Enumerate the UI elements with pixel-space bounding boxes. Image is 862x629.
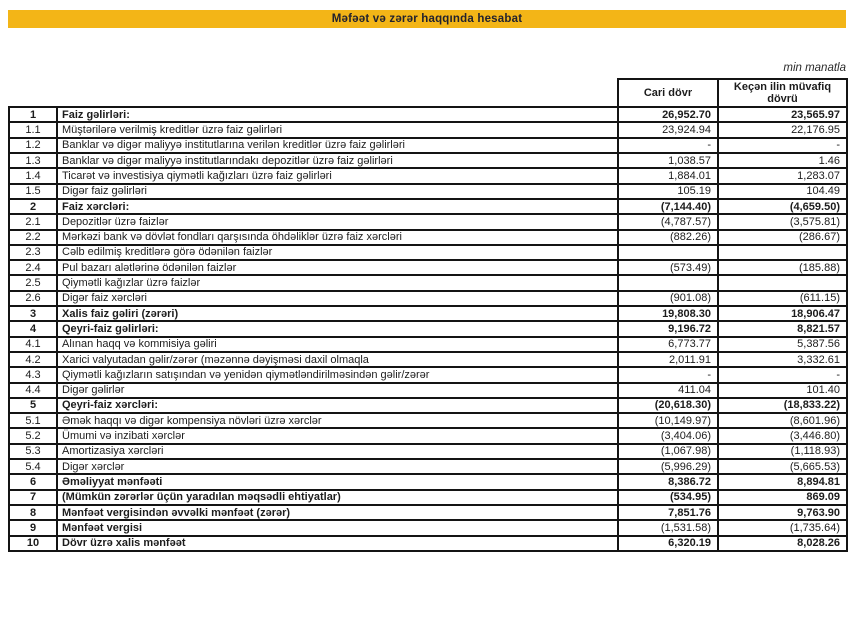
row-value-previous: 1.46 <box>718 153 847 168</box>
row-value-current: 6,320.19 <box>618 536 718 551</box>
row-value-previous: (3,575.81) <box>718 214 847 229</box>
row-number: 10 <box>9 536 57 551</box>
table-row <box>9 214 847 229</box>
row-label: (Mümkün zərərlər üçün yaradılan məqsədli ehtiyatlar) <box>57 490 618 505</box>
table-row <box>9 337 847 352</box>
row-number: 2.6 <box>9 291 57 306</box>
row-number: 5.2 <box>9 428 57 443</box>
row-value-previous <box>718 245 847 260</box>
row-label: Amortizasiya xərcləri <box>57 444 618 459</box>
row-label: Qiymətli kağızların satışından və yenidən qiymətləndirilməsindən gəlir/zərər <box>57 367 618 382</box>
row-value-previous: (611.15) <box>718 291 847 306</box>
profit-loss-table <box>8 78 848 552</box>
table-row <box>9 230 847 245</box>
table-row <box>9 107 847 122</box>
row-label: Depozitlər üzrə faizlər <box>57 214 618 229</box>
row-value-current: (4,787.57) <box>618 214 718 229</box>
row-number: 2.4 <box>9 260 57 275</box>
row-value-previous: 5,387.56 <box>718 337 847 352</box>
row-value-previous: 8,821.57 <box>718 321 847 336</box>
row-value-current: 6,773.77 <box>618 337 718 352</box>
row-number: 2 <box>9 199 57 214</box>
page-title: Məfəət və zərər haqqında hesabat <box>331 13 523 25</box>
column-header-previous: Keçən ilin müvafiq dövrü <box>718 79 847 107</box>
row-label: Əməliyyat mənfəəti <box>57 474 618 489</box>
row-value-previous: 869.09 <box>718 490 847 505</box>
row-value-previous: (185.88) <box>718 260 847 275</box>
table-row <box>9 168 847 183</box>
row-label: Qiymətli kağızlar üzrə faizlər <box>57 275 618 290</box>
table-row <box>9 260 847 275</box>
row-number: 4.3 <box>9 367 57 382</box>
row-number: 2.3 <box>9 245 57 260</box>
row-number: 4.2 <box>9 352 57 367</box>
row-label: Alınan haqq və kommisiya gəliri <box>57 337 618 352</box>
row-value-previous: (5,665.53) <box>718 459 847 474</box>
row-label: Digər gəlirlər <box>57 383 618 398</box>
row-value-previous: (4,659.50) <box>718 199 847 214</box>
row-label: Banklar və digər maliyyə institutlarına verilən kreditlər üzrə faiz gəlirləri <box>57 138 618 153</box>
row-number: 1.2 <box>9 138 57 153</box>
row-value-previous: 104.49 <box>718 184 847 199</box>
row-value-current: (1,067.98) <box>618 444 718 459</box>
row-number: 1.5 <box>9 184 57 199</box>
table-row <box>9 520 847 535</box>
row-value-previous: 101.40 <box>718 383 847 398</box>
row-value-previous: 8,894.81 <box>718 474 847 489</box>
row-value-current: (901.08) <box>618 291 718 306</box>
row-label: Ticarət və investisiya qiymətli kağızları üzrə faiz gəlirləri <box>57 168 618 183</box>
row-number: 1.1 <box>9 122 57 137</box>
row-value-current: - <box>618 367 718 382</box>
row-value-previous: (18,833.22) <box>718 398 847 413</box>
row-value-previous: 18,906.47 <box>718 306 847 321</box>
row-value-current: 1,038.57 <box>618 153 718 168</box>
row-value-current: 411.04 <box>618 383 718 398</box>
row-label: Digər xərclər <box>57 459 618 474</box>
row-value-previous: 23,565.97 <box>718 107 847 122</box>
table-row <box>9 275 847 290</box>
row-number: 5.4 <box>9 459 57 474</box>
row-number: 4.1 <box>9 337 57 352</box>
row-value-current: (20,618.30) <box>618 398 718 413</box>
row-value-previous: 9,763.90 <box>718 505 847 520</box>
row-label: Dövr üzrə xalis mənfəət <box>57 536 618 551</box>
row-number: 4 <box>9 321 57 336</box>
table-row <box>9 413 847 428</box>
row-label: Faiz gəlirləri: <box>57 107 618 122</box>
row-number: 9 <box>9 520 57 535</box>
row-value-current <box>618 245 718 260</box>
report-title-bar <box>8 10 846 28</box>
table-row <box>9 505 847 520</box>
row-value-previous: 1,283.07 <box>718 168 847 183</box>
row-number: 1.3 <box>9 153 57 168</box>
row-value-previous <box>718 275 847 290</box>
row-value-current: 23,924.94 <box>618 122 718 137</box>
row-value-current: (573.49) <box>618 260 718 275</box>
row-value-current: (1,531.58) <box>618 520 718 535</box>
row-value-current: 7,851.76 <box>618 505 718 520</box>
row-number: 7 <box>9 490 57 505</box>
row-number: 1 <box>9 107 57 122</box>
table-row <box>9 398 847 413</box>
row-value-current: (534.95) <box>618 490 718 505</box>
row-value-current: 26,952.70 <box>618 107 718 122</box>
table-row <box>9 352 847 367</box>
row-value-previous: (286.67) <box>718 230 847 245</box>
report-table-body <box>9 107 847 551</box>
row-label: Ümumi və inzibati xərclər <box>57 428 618 443</box>
table-row <box>9 428 847 443</box>
row-label: Qeyri-faiz xərcləri: <box>57 398 618 413</box>
table-row <box>9 490 847 505</box>
row-value-current: 9,196.72 <box>618 321 718 336</box>
row-label: Faiz xərcləri: <box>57 199 618 214</box>
row-label: Banklar və digər maliyyə institutlarındakı depozitlər üzrə faiz gəlirləri <box>57 153 618 168</box>
table-row <box>9 153 847 168</box>
table-row <box>9 459 847 474</box>
table-row <box>9 138 847 153</box>
row-value-current: 1,884.01 <box>618 168 718 183</box>
row-number: 5.3 <box>9 444 57 459</box>
row-value-previous: - <box>718 367 847 382</box>
row-value-current: 8,386.72 <box>618 474 718 489</box>
row-value-previous: (1,118.93) <box>718 444 847 459</box>
row-value-current: (7,144.40) <box>618 199 718 214</box>
row-number: 3 <box>9 306 57 321</box>
row-number: 8 <box>9 505 57 520</box>
row-value-current: (882.26) <box>618 230 718 245</box>
row-label: Cəlb edilmiş kreditlərə görə ödənilən faizlər <box>57 245 618 260</box>
row-label: Xalis faiz gəliri (zərəri) <box>57 306 618 321</box>
row-value-previous: (8,601.96) <box>718 413 847 428</box>
row-label: Mərkəzi bank və dövlət fondları qarşısında öhdəliklər üzrə faiz xərcləri <box>57 230 618 245</box>
row-label: Pul bazarı alətlərinə ödənilən faizlər <box>57 260 618 275</box>
table-row <box>9 122 847 137</box>
row-value-previous: 3,332.61 <box>718 352 847 367</box>
table-row <box>9 536 847 551</box>
row-label: Digər faiz xərcləri <box>57 291 618 306</box>
table-row <box>9 306 847 321</box>
row-number: 2.1 <box>9 214 57 229</box>
table-row <box>9 367 847 382</box>
row-value-current <box>618 275 718 290</box>
table-row <box>9 291 847 306</box>
unit-note: min manatla <box>783 62 846 74</box>
row-label: Müştərilərə verilmiş kreditlər üzrə faiz gəlirləri <box>57 122 618 137</box>
row-label: Xarici valyutadan gəlir/zərər (məzənnə dəyişməsi daxil olmaqla <box>57 352 618 367</box>
row-value-current: - <box>618 138 718 153</box>
row-value-current: (3,404.06) <box>618 428 718 443</box>
table-row <box>9 444 847 459</box>
row-value-previous: 8,028.26 <box>718 536 847 551</box>
row-number: 6 <box>9 474 57 489</box>
table-row <box>9 321 847 336</box>
row-value-current: 2,011.91 <box>618 352 718 367</box>
row-label: Digər faiz gəlirləri <box>57 184 618 199</box>
header-spacer <box>9 79 618 107</box>
row-number: 5.1 <box>9 413 57 428</box>
row-label: Mənfəət vergisindən əvvəlki mənfəət (zərər) <box>57 505 618 520</box>
table-row <box>9 383 847 398</box>
row-label: Qeyri-faiz gəlirləri: <box>57 321 618 336</box>
row-number: 5 <box>9 398 57 413</box>
row-label: Mənfəət vergisi <box>57 520 618 535</box>
column-header-current: Cari dövr <box>618 79 718 107</box>
table-row <box>9 245 847 260</box>
row-value-current: (5,996.29) <box>618 459 718 474</box>
table-header-row <box>9 79 847 107</box>
row-number: 4.4 <box>9 383 57 398</box>
table-row <box>9 199 847 214</box>
row-value-previous: (1,735.64) <box>718 520 847 535</box>
row-value-current: 105.19 <box>618 184 718 199</box>
row-value-previous: 22,176.95 <box>718 122 847 137</box>
row-value-previous: (3,446.80) <box>718 428 847 443</box>
row-label: Əmək haqqı və digər kompensiya növləri üzrə xərclər <box>57 413 618 428</box>
table-row <box>9 474 847 489</box>
table-row <box>9 184 847 199</box>
row-value-previous: - <box>718 138 847 153</box>
row-number: 2.5 <box>9 275 57 290</box>
row-number: 2.2 <box>9 230 57 245</box>
row-value-current: 19,808.30 <box>618 306 718 321</box>
row-number: 1.4 <box>9 168 57 183</box>
row-value-current: (10,149.97) <box>618 413 718 428</box>
